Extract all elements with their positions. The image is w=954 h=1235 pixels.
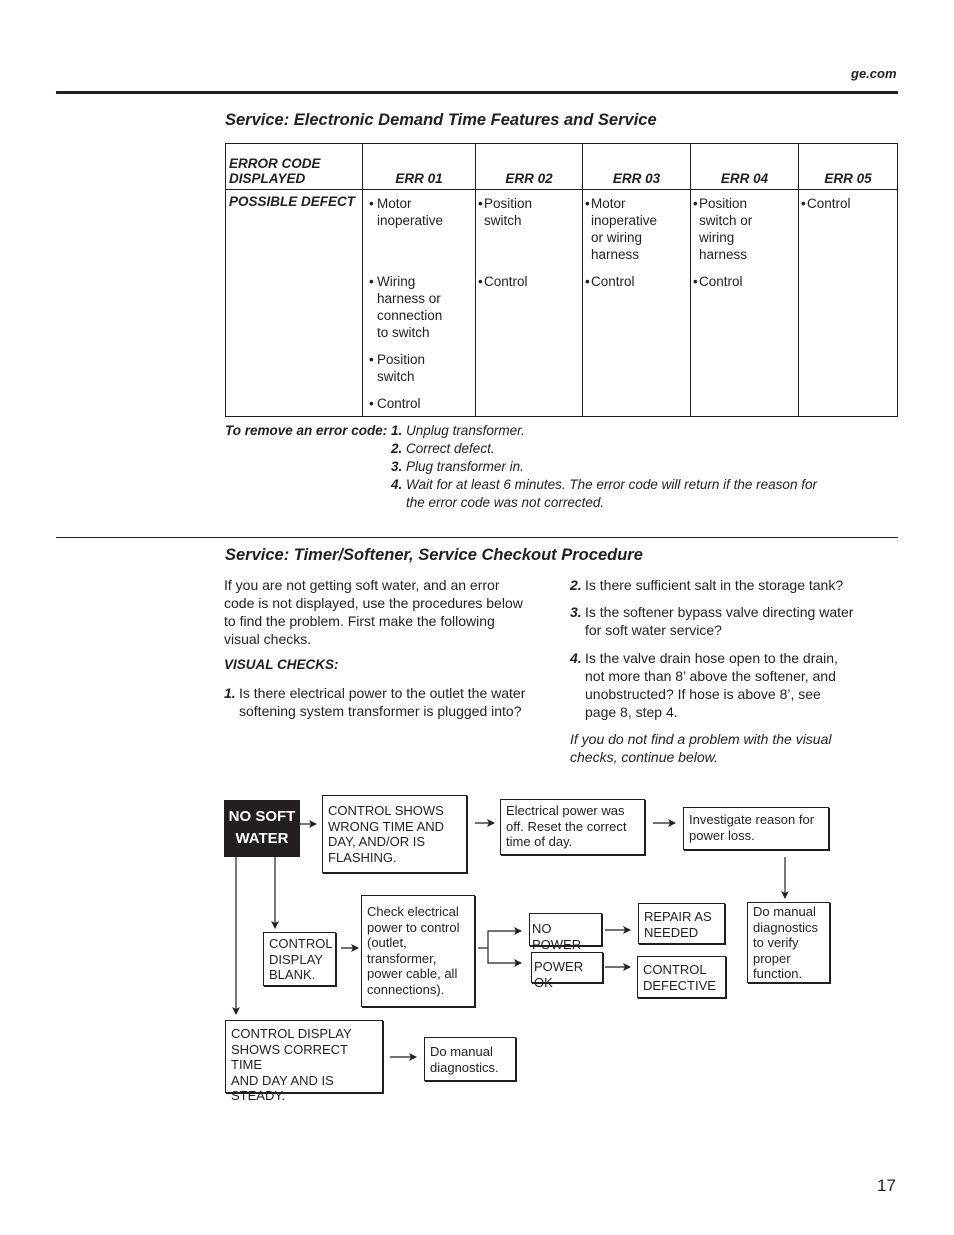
flow-control-defective [637, 956, 726, 998]
intro-line: to find the problem. First make the following [224, 613, 495, 629]
box-line: transformer, [367, 950, 437, 966]
flow-no-soft-water [224, 800, 300, 857]
flow-power-ok [531, 952, 603, 990]
box-line: Check electrical [367, 904, 459, 919]
bullet: • [801, 196, 806, 211]
item-line: Control [591, 274, 635, 289]
item-line: Control [377, 396, 421, 411]
box-line: diagnostics. [430, 1059, 499, 1075]
check-line: Is the softener bypass valve directing water [585, 604, 854, 620]
box-line: POWER OK [534, 959, 584, 990]
box-line: diagnostics [753, 919, 819, 935]
item-line: switch or [699, 213, 753, 228]
site-url: ge.com [851, 66, 897, 81]
box-line: Investigate reason for [689, 812, 815, 827]
item-line: harness or [377, 291, 441, 306]
header-label-line: ERROR CODE [229, 156, 321, 171]
box-line: CONTROL [269, 936, 333, 951]
box-line: STEADY. [231, 1088, 285, 1103]
step-number: 3. [391, 459, 403, 474]
bullet: • [585, 274, 590, 289]
item-line: Motor [377, 196, 412, 211]
box-line: NO SOFT [228, 808, 296, 825]
header-label-line: DISPLAYED [229, 171, 306, 186]
check-line: Is there electrical power to the outlet the water [239, 685, 526, 701]
check-line: not more than 8’ above the softener, and [585, 668, 836, 684]
box-line: SHOWS CORRECT TIME [231, 1041, 348, 1072]
item-line: wiring [699, 230, 735, 245]
bullet: • [478, 274, 483, 289]
step-text: Wait for at least 6 minutes. The error code will return if the reason for [406, 477, 817, 492]
item-line: Control [699, 274, 743, 289]
arrow-to-no-power [488, 931, 521, 948]
intro-line: If you are not getting soft water, and an error [224, 577, 500, 593]
item-line: connection [377, 308, 443, 323]
flow-display-blank [263, 932, 336, 986]
item-line: Wiring [377, 274, 416, 289]
check-number: 2. [570, 577, 582, 593]
check-line: Is there sufficient salt in the storage tank? [585, 577, 844, 593]
box-line: NEEDED [644, 924, 699, 940]
box-line: BLANK. [269, 967, 316, 982]
continue-line: If you do not find a problem with the visual [570, 731, 832, 747]
check-line: page 8, step 4. [585, 704, 678, 720]
check-line: softening system transformer is plugged into? [239, 703, 522, 719]
box-line: REPAIR AS [644, 909, 712, 924]
intro-line: code is not displayed, use the procedures below [224, 595, 523, 611]
item-line: switch [484, 213, 522, 228]
column-header: ERR 03 [583, 144, 691, 190]
column-header: ERR 04 [691, 144, 799, 190]
box-line: DAY, AND/OR IS [328, 834, 426, 849]
box-line: Electrical power was [506, 803, 625, 818]
item-line: harness [699, 247, 748, 262]
section-title-error-codes: Service: Electronic Demand Time Features and Service [225, 111, 657, 129]
box-line: off. Reset the correct [506, 818, 627, 834]
box-line: proper [753, 950, 791, 966]
box-line: power to control [367, 919, 460, 935]
remove-label: To remove an error code: [225, 423, 388, 438]
bullet: • [693, 274, 698, 289]
item-line: harness [591, 247, 640, 262]
box-line: time of day. [506, 834, 573, 849]
box-line: AND DAY AND IS [231, 1072, 334, 1088]
box-line: CONTROL DISPLAY [231, 1026, 352, 1041]
box-line: power loss. [689, 827, 755, 843]
flow-correct-time [225, 1020, 383, 1103]
box-line: (outlet, [367, 935, 407, 950]
item-line: or wiring [591, 230, 643, 245]
box-line: Do manual [753, 904, 816, 919]
item-line: Motor [591, 196, 626, 211]
bullet: • [369, 352, 374, 367]
box-line: FLASHING. [328, 849, 397, 865]
box-line: DEFECTIVE [643, 977, 716, 993]
bullet: • [369, 196, 374, 211]
intro-line: visual checks. [224, 631, 312, 647]
step-text: Unplug transformer. [406, 423, 525, 438]
check-line: unobstructed? If hose is above 8’, see [585, 686, 821, 702]
check-number: 4. [570, 650, 582, 666]
box-line: CONTROL [643, 962, 707, 977]
flow-power-was-off [500, 799, 645, 855]
box-line: connections). [367, 981, 445, 997]
box-line: CONTROL SHOWS [328, 803, 444, 818]
flow-control-shows-wrong [322, 795, 467, 873]
bullet: • [585, 196, 590, 211]
item-line: inoperative [377, 213, 444, 228]
bullet: • [693, 196, 698, 211]
page-number: 17 [877, 1176, 896, 1195]
box-line: function. [753, 966, 803, 981]
step-number: 1. [391, 423, 403, 438]
box-line: DISPLAY [269, 951, 323, 967]
box-line: WRONG TIME AND [328, 818, 445, 834]
column-header: ERR 01 [363, 144, 476, 190]
arrow-to-power-ok [488, 948, 521, 963]
step-text: Plug transformer in. [406, 459, 524, 474]
flow-manual-verify [747, 902, 830, 983]
item-line: Position [484, 196, 533, 211]
flow-manual-diagnostics [424, 1037, 516, 1081]
box-line: Do manual [430, 1044, 493, 1059]
visual-checks-label: VISUAL CHECKS: [224, 657, 339, 672]
continue-line: checks, continue below. [570, 749, 718, 765]
item-line: to switch [377, 325, 430, 340]
bullet: • [369, 396, 374, 411]
flow-check-power [361, 895, 475, 1007]
column-header: ERR 05 [799, 144, 898, 190]
item-line: inoperative [591, 213, 658, 228]
box-line: power cable, all [367, 966, 458, 981]
step-text-continued: the error code was not corrected. [406, 495, 605, 510]
step-number: 2. [391, 441, 403, 456]
item-line: Control [807, 196, 851, 211]
check-line: for soft water service? [585, 622, 722, 638]
item-line: Position [377, 352, 426, 367]
column-header: ERR 02 [476, 144, 583, 190]
bullet: • [478, 196, 483, 211]
step-number: 4. [391, 477, 403, 492]
row-label: POSSIBLE DEFECT [229, 194, 356, 209]
check-line: Is the valve drain hose open to the drain, [585, 650, 838, 666]
flow-no-power [529, 913, 602, 952]
item-line: Control [484, 274, 528, 289]
bullet: • [369, 274, 374, 289]
section-title-checkout: Service: Timer/Softener, Service Checkout Procedure [225, 546, 643, 564]
flow-investigate [683, 807, 829, 850]
step-text: Correct defect. [406, 441, 495, 456]
box-line: WATER [235, 830, 289, 847]
flow-repair [638, 903, 725, 944]
check-number: 3. [570, 604, 582, 620]
check-number: 1. [224, 685, 236, 701]
item-line: Position [699, 196, 748, 211]
item-line: switch [377, 369, 415, 384]
box-line: NO POWER [532, 921, 582, 952]
box-line: to verify [753, 935, 799, 950]
